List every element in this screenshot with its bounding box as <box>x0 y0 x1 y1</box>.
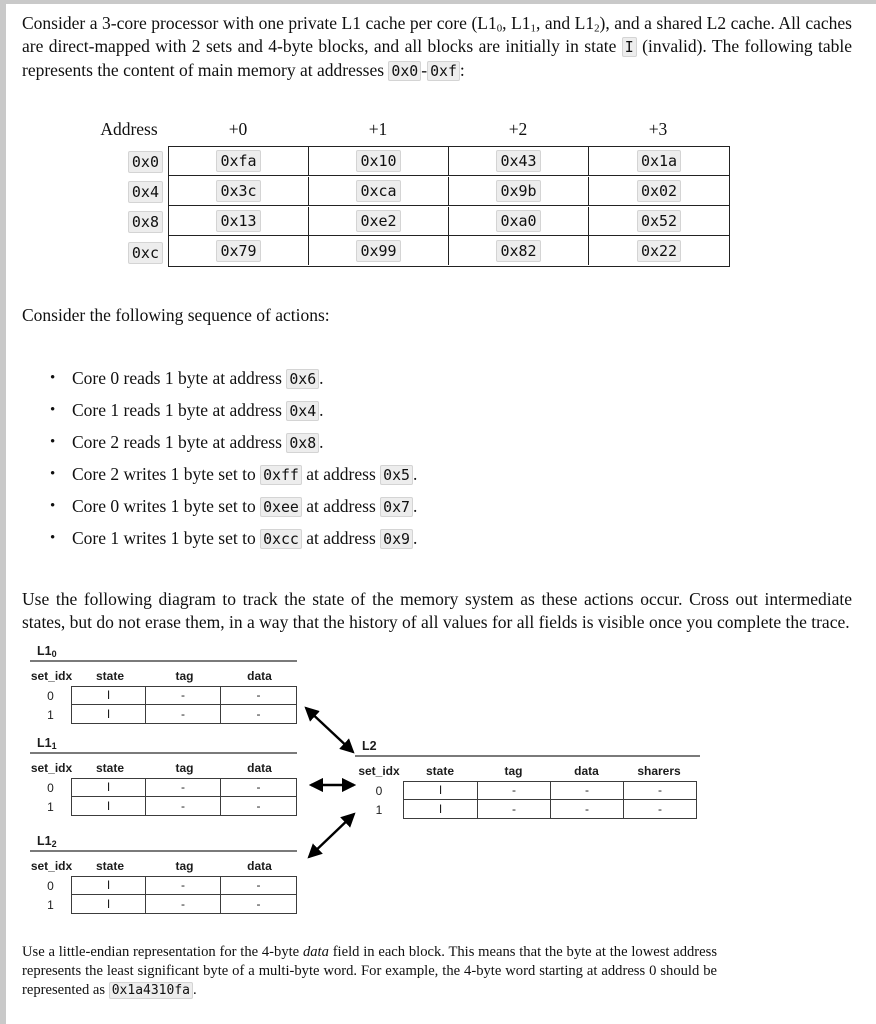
memory-cell: 0xa0 <box>449 207 589 236</box>
state-cell: I <box>72 779 146 797</box>
memory-cell: 0x52 <box>589 207 729 236</box>
data-cell: - <box>256 798 261 813</box>
l2-cache-block: L2 set_idx state tag data sharers 0 1 I - - - I - - - <box>355 739 700 820</box>
l1-0-l2-arrow <box>306 708 353 752</box>
intro-paragraph: Consider a 3-core processor with one private L1 cache per core ($L1_0$, $L1_1$, and $L1_2$), and a shared L2 cache. All caches are direct-mapped with 2 sets and 4-byte blocks, and all blocks are initially in state I (invalid). The following table represents the content of main memory at addresses 0x0 - 0xf : <box>22 13 852 80</box>
addr-label: 0x8 <box>128 211 163 233</box>
memory-cell: 0x99 <box>309 236 449 265</box>
l1-0-table <box>71 686 297 724</box>
tag-cell: - <box>146 877 221 895</box>
data-field-italic: data <box>302 943 329 960</box>
action-address-code: 0x4 <box>286 401 319 421</box>
col-header-plus1: +1 <box>368 119 388 139</box>
l1-2-l2-arrow <box>309 814 354 857</box>
l1-1-cache-block: $L1_1$ set_idx state tag data 0 1 I - - I - - <box>30 736 297 817</box>
action-address-code: 0x7 <box>380 497 413 517</box>
action-item: • Core 1 reads 1 byte at address 0x4 . <box>50 399 324 420</box>
memory-cell: 0x10 <box>309 147 449 176</box>
actions-list <box>22 367 852 548</box>
bullet-glyph: • <box>50 465 56 482</box>
tag-cell: - <box>478 782 551 800</box>
l1-0-cache-block: $L1_0$ set_idx state tag data 0 1 I - - I - - <box>30 644 297 725</box>
memory-values-grid <box>168 146 730 267</box>
tag-cell: - <box>146 779 221 797</box>
tag-cell: - <box>146 687 221 705</box>
bullet-glyph: • <box>50 497 56 514</box>
addr-label: 0x4 <box>128 181 163 203</box>
bullet-glyph: • <box>50 433 56 450</box>
action-item: • Core 2 reads 1 byte at address 0x8 . <box>50 431 324 452</box>
l1-2-table <box>71 876 297 914</box>
memory-cell: 0xe2 <box>309 207 449 236</box>
memory-table <box>90 119 852 268</box>
tag-cell: - <box>146 895 221 913</box>
action-address-code: 0x8 <box>286 433 319 453</box>
col-header-plus0: +0 <box>228 119 248 139</box>
bullet-glyph: • <box>50 529 56 546</box>
memory-address-column <box>90 146 168 268</box>
action-address-code: 0x5 <box>380 465 413 485</box>
state-cell: I <box>404 782 478 800</box>
data-cell: - <box>256 896 261 911</box>
addr-range-end-code: 0xf <box>427 61 460 81</box>
action-value-code: 0xee <box>260 497 302 517</box>
memory-cell: 0x82 <box>449 236 589 265</box>
memory-cell: 0x43 <box>449 147 589 176</box>
l1-2-cache-block: $L1_2$ set_idx state tag data 0 1 I - - I - - <box>30 834 297 915</box>
memory-cell: 0x1a <box>589 147 729 176</box>
bullet-glyph: • <box>50 369 56 386</box>
l1-1-subscript: 1 <box>530 22 536 35</box>
action-item: • Core 0 reads 1 byte at address 0x6 . <box>50 367 324 388</box>
action-item: • Core 2 writes 1 byte set to 0xff at address 0x5 . <box>50 463 418 484</box>
state-cell: I <box>72 797 146 815</box>
l1-2-subscript: 2 <box>594 22 600 35</box>
state-cell: I <box>404 800 478 818</box>
sharers-cell: - <box>624 782 696 800</box>
data-cell: - <box>551 782 624 800</box>
l2-table <box>403 781 697 819</box>
tag-cell: - <box>146 797 221 815</box>
state-cell: I <box>72 687 146 705</box>
cache-diagram <box>22 642 852 934</box>
tag-cell: - <box>146 705 221 723</box>
data-cell: - <box>551 800 624 818</box>
col-header-plus2: +2 <box>508 119 528 139</box>
action-address-code: 0x6 <box>286 369 319 389</box>
state-invalid-code: I <box>622 37 637 57</box>
data-cell: - <box>256 706 261 721</box>
col-header-plus3: +3 <box>648 119 668 139</box>
data-cell: - <box>221 779 296 797</box>
memory-table-header <box>90 119 852 140</box>
state-cell: I <box>72 895 146 913</box>
memory-cell: 0x3c <box>169 177 309 206</box>
cache-title: L1 <box>37 833 52 848</box>
memory-cell: 0xca <box>309 177 449 206</box>
bullet-glyph: • <box>50 401 56 418</box>
col-header-address: Address <box>100 119 158 139</box>
sharers-cell: - <box>658 801 662 816</box>
state-cell: I <box>72 705 146 723</box>
footnote-paragraph: Use a little-endian representation for the 4-byte data field in each block. This means that the byte at the lowest address represents the least significant byte of a multi-byte word. For example, the 4-byte word starting at address 0 should be represented as 0x1a4310fa . <box>22 943 717 998</box>
data-cell: - <box>221 877 296 895</box>
action-value-code: 0xff <box>260 465 302 485</box>
action-value-code: 0xcc <box>260 529 302 549</box>
action-address-code: 0x9 <box>380 529 413 549</box>
cache-title: L1 <box>37 735 52 750</box>
action-item: • Core 0 writes 1 byte set to 0xee at address 0x7 . <box>50 495 418 516</box>
addr-label: 0x0 <box>128 151 163 173</box>
intro-text: Consider a 3-core processor with one private L1 cache per core (L1 <box>22 13 497 33</box>
l1-0-subscript: 0 <box>496 22 503 35</box>
data-cell: - <box>221 687 296 705</box>
addr-range-start-code: 0x0 <box>388 61 421 81</box>
memory-cell: 0x13 <box>169 207 309 236</box>
addr-label: 0xc <box>128 242 163 264</box>
memory-cell: 0x22 <box>589 236 729 265</box>
l1-1-table <box>71 778 297 816</box>
memory-cell: 0x9b <box>449 177 589 206</box>
page-content <box>6 4 876 1000</box>
actions-intro: Consider the following sequence of actions: <box>22 304 330 325</box>
example-word-code: 0x1a4310fa <box>109 982 193 999</box>
cache-title: L1 <box>37 643 52 658</box>
instructions-paragraph: Use the following diagram to track the state of the memory system as these actions occur. Cross out intermediate states, but do not erase them, in a way that the history of all values for all fields is visible once you complete the trace. <box>22 588 852 632</box>
memory-cell: 0x02 <box>589 177 729 206</box>
memory-cell: 0x79 <box>169 236 309 265</box>
action-item: • Core 1 writes 1 byte set to 0xcc at address 0x9 . <box>50 527 418 548</box>
tag-cell: - <box>478 800 551 818</box>
state-cell: I <box>72 877 146 895</box>
memory-cell: 0xfa <box>169 147 309 176</box>
cache-title: L2 <box>362 738 377 753</box>
